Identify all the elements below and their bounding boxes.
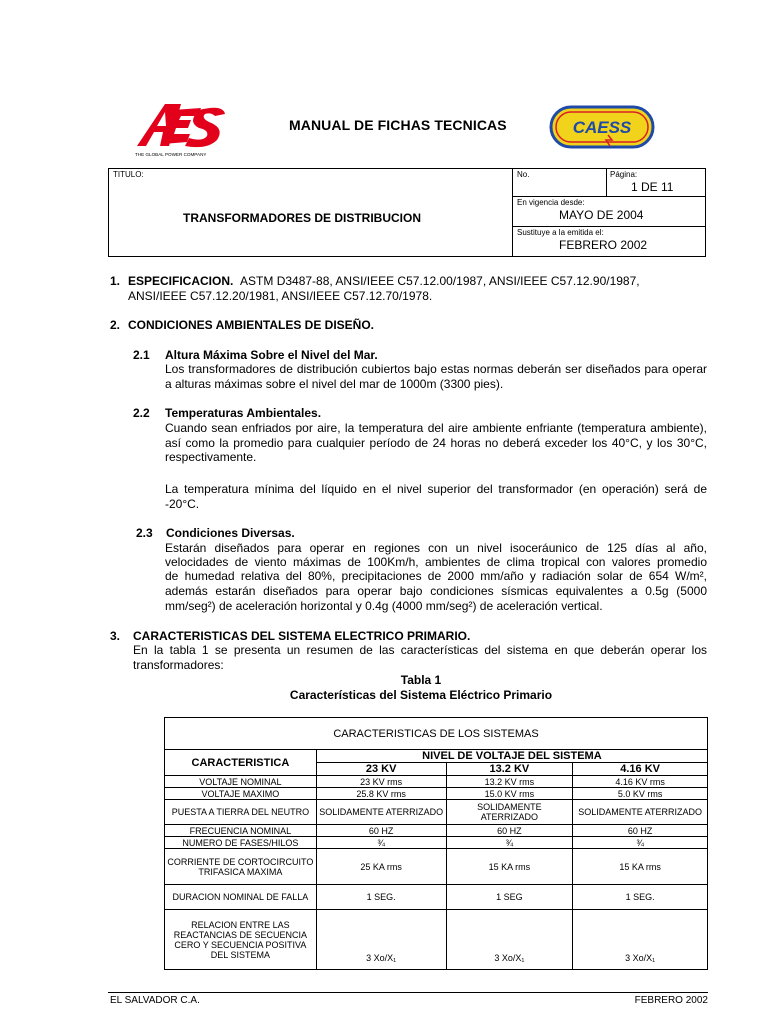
row-label: FRECUENCIA NOMINAL (165, 825, 317, 837)
section-2-3-line-5: mm/seg²) de aceleración horizontal y 0.4g (4000 mm/seg²) de aceleración vertical. (165, 599, 603, 613)
section-2-title: CONDICIONES AMBIENTALES DE DISEÑO. (128, 318, 375, 332)
row-value: 60 HZ (573, 825, 708, 837)
table-title-row (165, 718, 708, 750)
sustituye-cell (513, 227, 705, 256)
row-value: 23 KV rms (316, 776, 446, 788)
table-caption-title: Características del Sistema Eléctrico Primario (289, 688, 553, 702)
row-value: 1 SEG (446, 885, 573, 910)
row-value: 60 HZ (446, 825, 573, 837)
section-2-number: 2. (110, 318, 121, 332)
row-label: RELACION ENTRE LAS REACTANCIAS DE SECUENCIA CERO Y SECUENCIA POSITIVA DEL SISTEMA (165, 910, 317, 970)
sustituye-label: Sustituye a la emitida el: (517, 228, 604, 237)
table-row (165, 837, 708, 849)
aes-logo (135, 98, 230, 160)
aes-tagline: THE GLOBAL POWER COMPANY (135, 152, 207, 157)
caess-logo (548, 104, 656, 150)
section-2-2-title: Temperaturas Ambientales. (165, 406, 322, 420)
row-value: ¾ (446, 837, 573, 849)
row-value: 25.8 KV rms (316, 788, 446, 800)
section-2-3-line-1: Estarán diseñados para operar en regiones con un nivel isoceráunico de 125 días al año, (165, 541, 707, 555)
row-value: SOLIDAMENTE ATERRIZADO (446, 800, 573, 825)
section-3-text: En la tabla 1 se presenta un resumen de las características del sistema en que deberán operar los transformadores: (133, 643, 707, 672)
table-group-header: NIVEL DE VOLTAJE DEL SISTEMA (316, 750, 707, 763)
titulo-cell (109, 169, 513, 256)
table-row (165, 788, 708, 800)
row-value: 15.0 KV rms (446, 788, 573, 800)
row-value: ¾ (573, 837, 708, 849)
section-3-number: 3. (110, 629, 121, 643)
table-row (165, 849, 708, 885)
pagina-cell (607, 169, 705, 197)
no-cell (513, 169, 607, 197)
pagina-label: Página: (610, 170, 638, 179)
systems-characteristics-table (164, 717, 708, 970)
section-2-1-title: Altura Máxima Sobre el Nivel del Mar. (165, 348, 378, 362)
row-value: ¾ (316, 837, 446, 849)
row-value: 3 Xo/X₁ (316, 910, 446, 970)
row-value: 1 SEG. (316, 885, 446, 910)
level-header: 23 KV (316, 763, 446, 776)
row-value: 13.2 KV rms (446, 776, 573, 788)
section-2-1-number: 2.1 (133, 348, 150, 362)
vigencia-label: En vigencia desde: (517, 198, 585, 207)
sustituye-value: FEBRERO 2002 (559, 238, 648, 252)
section-1-title: ESPECIFICACION. (128, 274, 234, 288)
caess-logo-text: CAESS (572, 118, 632, 137)
row-value: 3 Xo/X₁ (446, 910, 573, 970)
pagina-value: 1 DE 11 (631, 180, 674, 194)
row-value: 25 KA rms (316, 849, 446, 885)
section-3-title: CARACTERISTICAS DEL SISTEMA ELECTRICO PRIMARIO. (133, 629, 471, 643)
table-row (165, 825, 708, 837)
section-1-text-a: ASTM D3487-88, ANSI/IEEE C57.12.00/1987, ANSI/IEEE C57.12.90/1987, (240, 274, 640, 288)
row-value: 3 Xo/X₁ (573, 910, 708, 970)
row-value: 4.16 KV rms (573, 776, 708, 788)
row-label: CORRIENTE DE CORTOCIRCUITO TRIFASICA MAXIMA (165, 849, 317, 885)
footer-right: FEBRERO 2002 (634, 995, 708, 1006)
titulo-value: TRANSFORMADORES DE DISTRIBUCION (183, 211, 422, 225)
row-label: PUESTA A TIERRA DEL NEUTRO (165, 800, 317, 825)
no-label: No. (517, 170, 530, 179)
row-value: 15 KA rms (446, 849, 573, 885)
level-header: 4.16 KV (573, 763, 708, 776)
section-2-3-title: Condiciones Diversas. (166, 526, 295, 540)
section-2-2-text: Cuando sean enfriados por aire, la temperatura del aire ambiente enfriante (temperatura ambiente), así como la promedio para cualquier período de 24 horas no deberá exceder los 40°C, y los 30°C, respectivamente. (165, 421, 707, 465)
section-2-3-line-2: velocidades de viento máximas de 100Km/h, ambientes de clima tropical con valores promedio (165, 555, 707, 569)
row-label: VOLTAJE MAXIMO (165, 788, 317, 800)
row-value: 1 SEG. (573, 885, 708, 910)
row-value: 5.0 KV rms (573, 788, 708, 800)
vigencia-value: MAYO DE 2004 (559, 208, 644, 222)
vigencia-cell (513, 197, 705, 227)
section-2-1-text: Los transformadores de distribución cubiertos bajo estas normas deberán ser diseñados para operar a alturas máximas sobre el nivel del mar de 1000m (3300 pies). (165, 362, 707, 391)
section-2-3-number: 2.3 (136, 526, 153, 540)
section-2-2-number: 2.2 (133, 406, 150, 420)
titulo-label: TITULO: (113, 170, 144, 179)
section-2-2-text-2: La temperatura mínima del líquido en el nivel superior del transformador (en operación) será de -20°C. (165, 482, 707, 511)
section-1-text-b: ANSI/IEEE C57.12.20/1981, ANSI/IEEE C57.12.70/1978. (128, 289, 433, 303)
row-value: 15 KA rms (573, 849, 708, 885)
row-label: VOLTAJE NOMINAL (165, 776, 317, 788)
section-2-3-line-3: de humedad relativa del 80%, precipitaciones de 2000 mm/año y radiación solar de 654 W/m², (165, 569, 707, 583)
document-info-box (108, 168, 706, 257)
table-row (165, 910, 708, 970)
table-header-row (165, 750, 708, 763)
table-col-header: CARACTERISTICA (165, 750, 317, 776)
level-header: 13.2 KV (446, 763, 573, 776)
footer-divider (108, 992, 708, 993)
table-row (165, 776, 708, 788)
row-label: NUMERO DE FASES/HILOS (165, 837, 317, 849)
table-row (165, 800, 708, 825)
section-1-line-1 (128, 274, 708, 289)
page-title: MANUAL DE FICHAS TECNICAS (289, 117, 507, 133)
table-caption-number: Tabla 1 (400, 673, 442, 687)
row-value: SOLIDAMENTE ATERRIZADO (316, 800, 446, 825)
section-2-3-line-4: además estarán diseñados para operar bajo condiciones sísmicas equivalentes a 0.5g (5000 (165, 584, 707, 598)
table-row (165, 885, 708, 910)
row-label: DURACION NOMINAL DE FALLA (165, 885, 317, 910)
table-title: CARACTERISTICAS DE LOS SISTEMAS (165, 718, 708, 750)
footer-left: EL SALVADOR C.A. (110, 995, 200, 1006)
row-value: SOLIDAMENTE ATERRIZADO (573, 800, 708, 825)
row-value: 60 HZ (316, 825, 446, 837)
section-1-number: 1. (110, 274, 121, 288)
